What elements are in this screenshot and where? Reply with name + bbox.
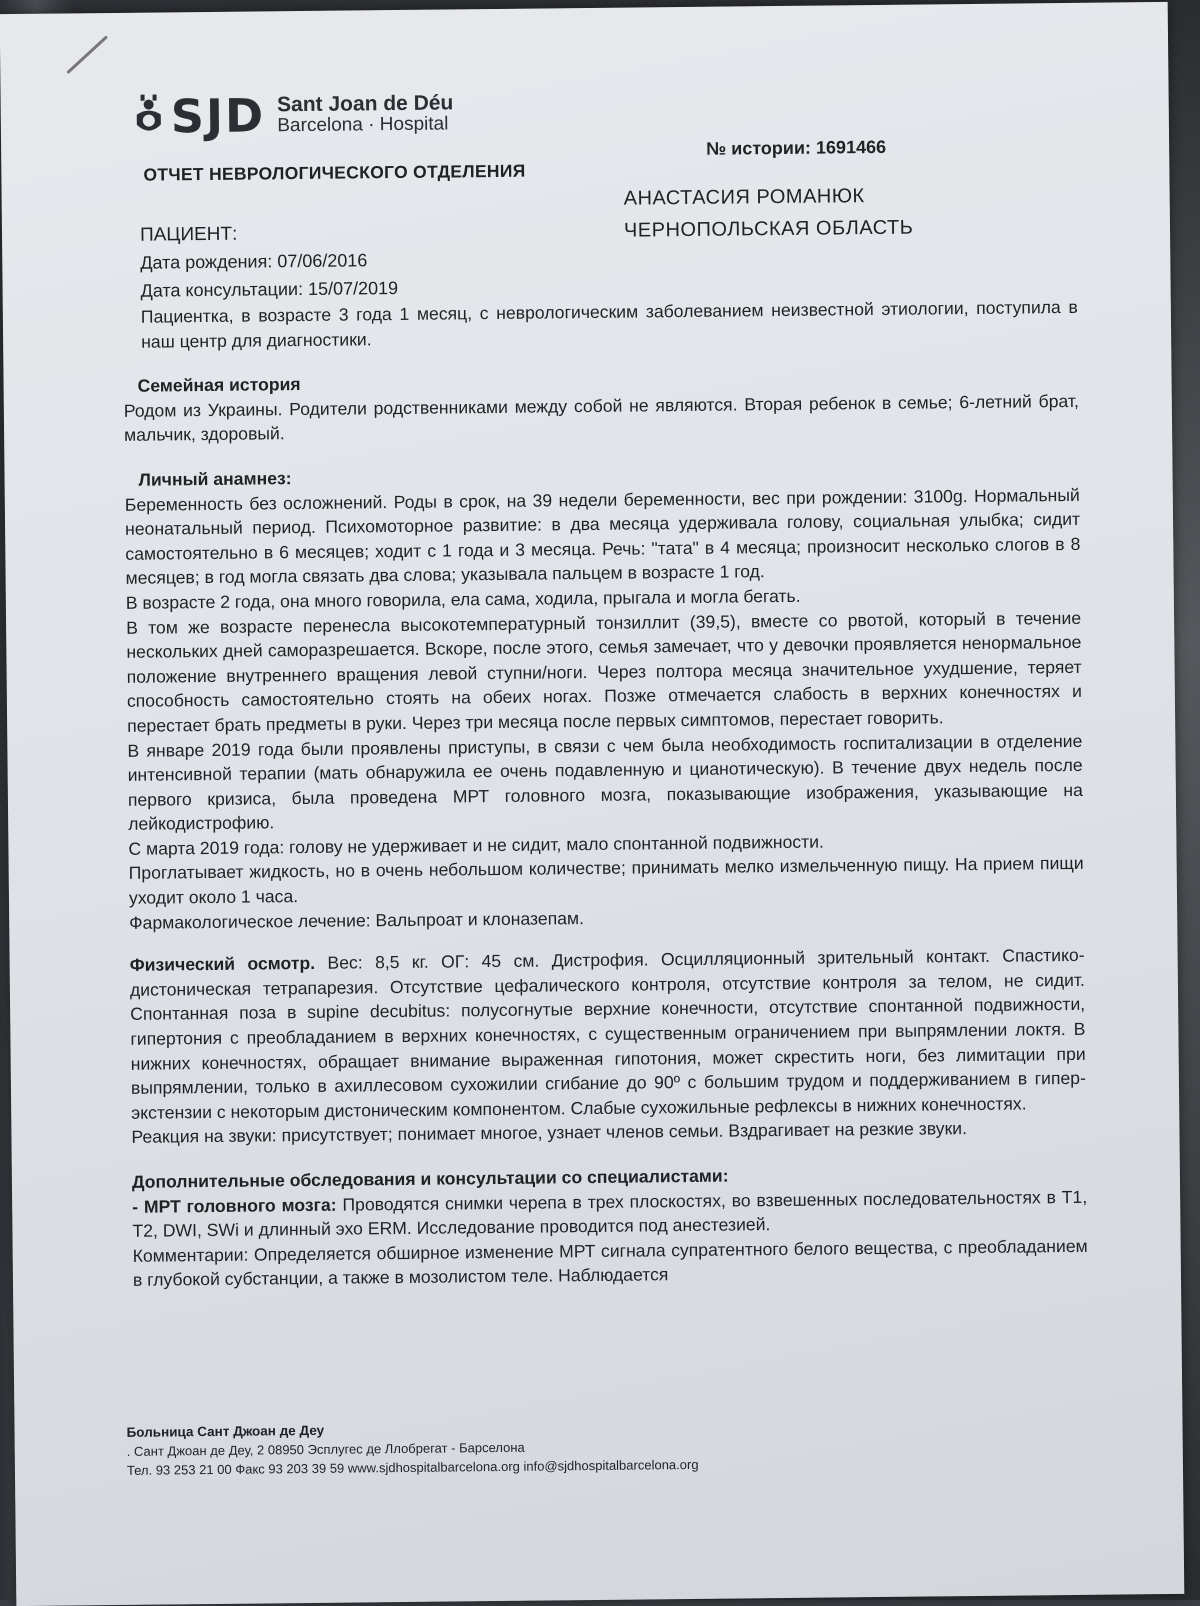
anamnesis-paragraph: В том же возрасте перенесла высокотемпературный тонзиллит (39,5), вместе со рвотой, который в течение нескольких дней саморазрешается. Вскоре, после этого, семья замечает, что у девочки проявляется ненормальное положение внутреннего вращения левой ступни/ноги. Через полтора месяца значительное ухудшение, теряет способность самостоятельно стоять на обеих ногах. Позже отмечается слабость в верхних конечностях и перестает брать предметы в руки. Через три месяца после первых симптомов, перестает говорить.: [126, 607, 1082, 736]
report-title: ОТЧЕТ НЕВРОЛОГИЧЕСКОГО ОТДЕЛЕНИЯ: [143, 160, 526, 185]
hospital-logo: [131, 87, 454, 142]
footer-contacts: Тел. 93 253 21 00 Факс 93 203 39 59 www.sjdhospitalbarcelona.org info@sjdhospitalbarcelona.org: [126, 1456, 699, 1478]
additional-exams-heading: Дополнительные обследования и консультации со специалистами:: [131, 1165, 729, 1192]
patient-label: ПАЦИЕНТ:: [139, 223, 238, 246]
footer-address: . Сант Джоан де Деу, 2 08950 Эсплугес де Ллобрегат - Барселона: [126, 1439, 525, 1459]
sjd-emblem-icon: [131, 90, 168, 142]
anamnesis-paragraph: В январе 2019 года были проявлены приступы, в связи с чем была необходимость госпитализации в отделение интенсивной терапии (мать обнаружила ее очень подавленную и цианотическую). В течение двух недель после первого кризиса, была проведена МРТ головного мозга, показывающие изображения, указывающие на лейкодистрофию.: [127, 730, 1083, 835]
mri-comments: Комментарии: Определяется обширное изменение МРТ сигнала супратентного белого вещества, с преобладанием в глубокой субстанции, а также в мозолистом теле. Наблюдается: [132, 1235, 1088, 1291]
family-history-text: Родом из Украины. Родители родственниками между собой не являются. Вторая ребенок в семье; 6-летний брат, мальчик, здоровый.: [123, 390, 1079, 446]
anamnesis-paragraph: Проглатывает жидкость, но в очень небольшом количестве; принимать мелко измельченную пищу. На прием пищи уходит около 1 часа.: [128, 853, 1084, 908]
logo-subtitle: Barcelona · Hospital: [277, 113, 449, 137]
logo-abbreviation: SJD: [170, 88, 266, 144]
patient-name: АНАСТАСИЯ РОМАНЮК: [623, 185, 865, 210]
anamnesis-paragraph: Фармакологическое лечение: Вальпроат и клоназепам.: [129, 907, 585, 933]
document-page: [0, 2, 1184, 1606]
physical-exam-text: Вес: 8,5 кг. ОГ: 45 см. Дистрофия. Осцилляционный зрительный контакт. Спастико-дистоническая тетрапарезия. Отсутствие цефалического контроля, отсутствие контроля за телом, не сидит. Спонтанная поза в supine decubitus: полусогнутые верхние конечности, отсутствие спонтанной подвижности, гипертония с преобладанием в верхних конечностях, с существенным ограничением при выпрямлении локтя. В нижних конечностях, обращает внимание выраженная гипотония, может скрестить ноги, без лимитации при выпрямлении, только в ахиллесовом сухожилии сгибание до 90º с большим трудом и поддерживанием в гипер-экстензии с некоторым дистоническим компонентом. Слабые сухожильные рефлексы в нижних конечностях.: [129, 945, 1087, 1123]
patient-region: ЧЕРНОПОЛЬСКАЯ ОБЛАСТЬ: [623, 216, 914, 242]
mri-text: Проводятся снимки черепа в трех плоскостях, во взвешенных последовательностях в T1, T2, DWI, SWi и длинный эхо ERM. Исследование проводится под анестезией.: [132, 1186, 1088, 1242]
anamnesis-heading: Личный анамнез:: [138, 468, 292, 490]
footer: [126, 1417, 698, 1480]
family-history-heading: Семейная история: [137, 374, 301, 396]
footer-hospital: Больница Сант Джоан де Деу: [126, 1422, 325, 1440]
sound-reaction: Реакция на звуки: присутствует; понимает многое, узнает членов семьи. Вздрагивает на резкие звуки.: [131, 1118, 968, 1148]
mri-label: - МРТ головного мозга:: [132, 1194, 337, 1217]
physical-exam-heading: Физический осмотр.: [129, 953, 316, 976]
history-number: № истории: 1691466: [706, 136, 887, 159]
anamnesis-paragraph: Беременность без осложнений. Роды в срок, на 39 недели беременности, вес при рождении: 3100g. Нормальный неонатальный период. Психомоторное развитие: в два месяца удерживала голову, социальная улыбка; сидит самостоятельно в 6 месяцев; ходит с 1 года и 3 месяца. Речь: "тата" в 4 месяца; произносит несколько слогов в 8 месяцев; в год могла связать два слова; указывала пальцем в возрасте 1 год.: [124, 484, 1081, 589]
anamnesis-paragraph: С марта 2019 года: голову не удерживает и не сидит, мало спонтанной подвижности.: [128, 831, 824, 859]
intro-paragraph: Пациентка, в возрасте 3 года 1 месяц, с неврологическим заболеванием неизвестной этиологии, поступила в наш центр для диагностики.: [140, 296, 1078, 352]
staple: [66, 35, 108, 74]
logo-name: Sant Joan de Déu: [276, 91, 454, 117]
report-body: [123, 295, 1088, 1293]
physical-exam-paragraph: [130, 943, 1087, 1125]
anamnesis-paragraph: В возрасте 2 года, она много говорила, ела сама, ходила, прыгала и могла бегать.: [125, 585, 801, 613]
date-of-birth: Дата рождения: 07/06/2016: [140, 250, 368, 273]
consultation-date: Дата консультации: 15/07/2019: [140, 278, 399, 301]
